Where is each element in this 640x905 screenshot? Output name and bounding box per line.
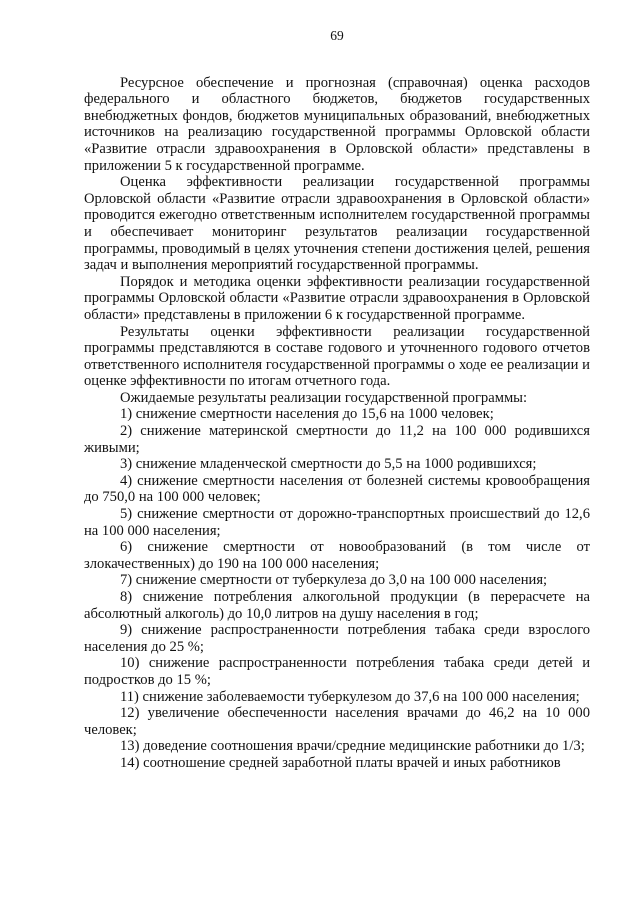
result-item-9: 9) снижение распространенности потребления табака среди взрослого населения до 25 %; [84,622,590,655]
result-item-14: 14) соотношение средней заработной платы врачей и иных работников [120,754,561,771]
paragraph-effectiveness-evaluation: Оценка эффективности реализации государственной программы Орловской области «Развитие отрасли здравоохранения в Орловской области» проводится ежегодно ответственным исполнителем государственной программы и обеспечивает мониторинг результатов реализации государственной программы, проводимый в целях уточнения степени достижения целей, решения задач и выполнения мероприятий государственной программы. [84,174,590,274]
result-item-5: 5) снижение смертности от дорожно-транспортных происшествий до 12,6 на 100 000 населения; [84,506,590,539]
result-item-1: 1) снижение смертности населения до 15,6 на 1000 человек; [120,406,494,423]
paragraph-resource-provision: Ресурсное обеспечение и прогнозная (справочная) оценка расходов федерального и областного бюджетов, бюджетов государственных внебюджетных фондов, бюджетов муниципальных образований, внебюджетных источников на реализацию государственной программы Орловской области «Развитие отрасли здравоохранения в Орловской области» представлены в приложении 5 к государственной программе. [84,74,590,174]
result-item-4: 4) снижение смертности населения от болезней системы кровообращения до 750,0 на 100 000 человек; [84,472,590,506]
page-number: 69 [330,28,344,43]
result-item-2: 2) снижение материнской смертности до 11,2 на 100 000 родившихся живыми; [84,423,590,456]
result-item-13: 13) доведение соотношения врачи/средние медицинские работники до 1/3; [120,738,585,755]
expected-results-heading: Ожидаемые результаты реализации государственной программы: [120,389,528,406]
result-item-6: 6) снижение смертности от новообразований (в том числе от злокачественных) до 190 на 100 000 населения; [84,539,590,572]
result-item-7: 7) снижение смертности от туберкулеза до 3,0 на 100 000 населения; [120,572,548,589]
paragraph-evaluation-method: Порядок и методика оценки эффективности реализации государственной программы Орловской области «Развитие отрасли здравоохранения в Орловской области» представлены в приложении 6 к государственной программе. [84,273,590,323]
paragraph-evaluation-results: Результаты оценки эффективности реализации государственной программы представляются в составе годового и уточненного годового отчетов ответственного исполнителя государственной программы о ходе ее реализации и оценке эффективности по итогам отчетного года. [84,323,590,390]
result-item-8: 8) снижение потребления алкогольной продукции (в перерасчете на абсолютный алкоголь) до 10,0 литров на душу населения в год; [84,589,590,622]
document-page [84,28,590,772]
result-item-11: 11) снижение заболеваемости туберкулезом до 37,6 на 100 000 населения; [120,688,580,705]
result-item-10: 10) снижение распространенности потребления табака среди детей и подростков до 15 %; [84,655,590,688]
result-item-3: 3) снижение младенческой смертности до 5,5 на 1000 родившихся; [120,456,537,473]
result-item-12: 12) увеличение обеспеченности населения врачами до 46,2 на 10 000 человек; [84,705,590,738]
